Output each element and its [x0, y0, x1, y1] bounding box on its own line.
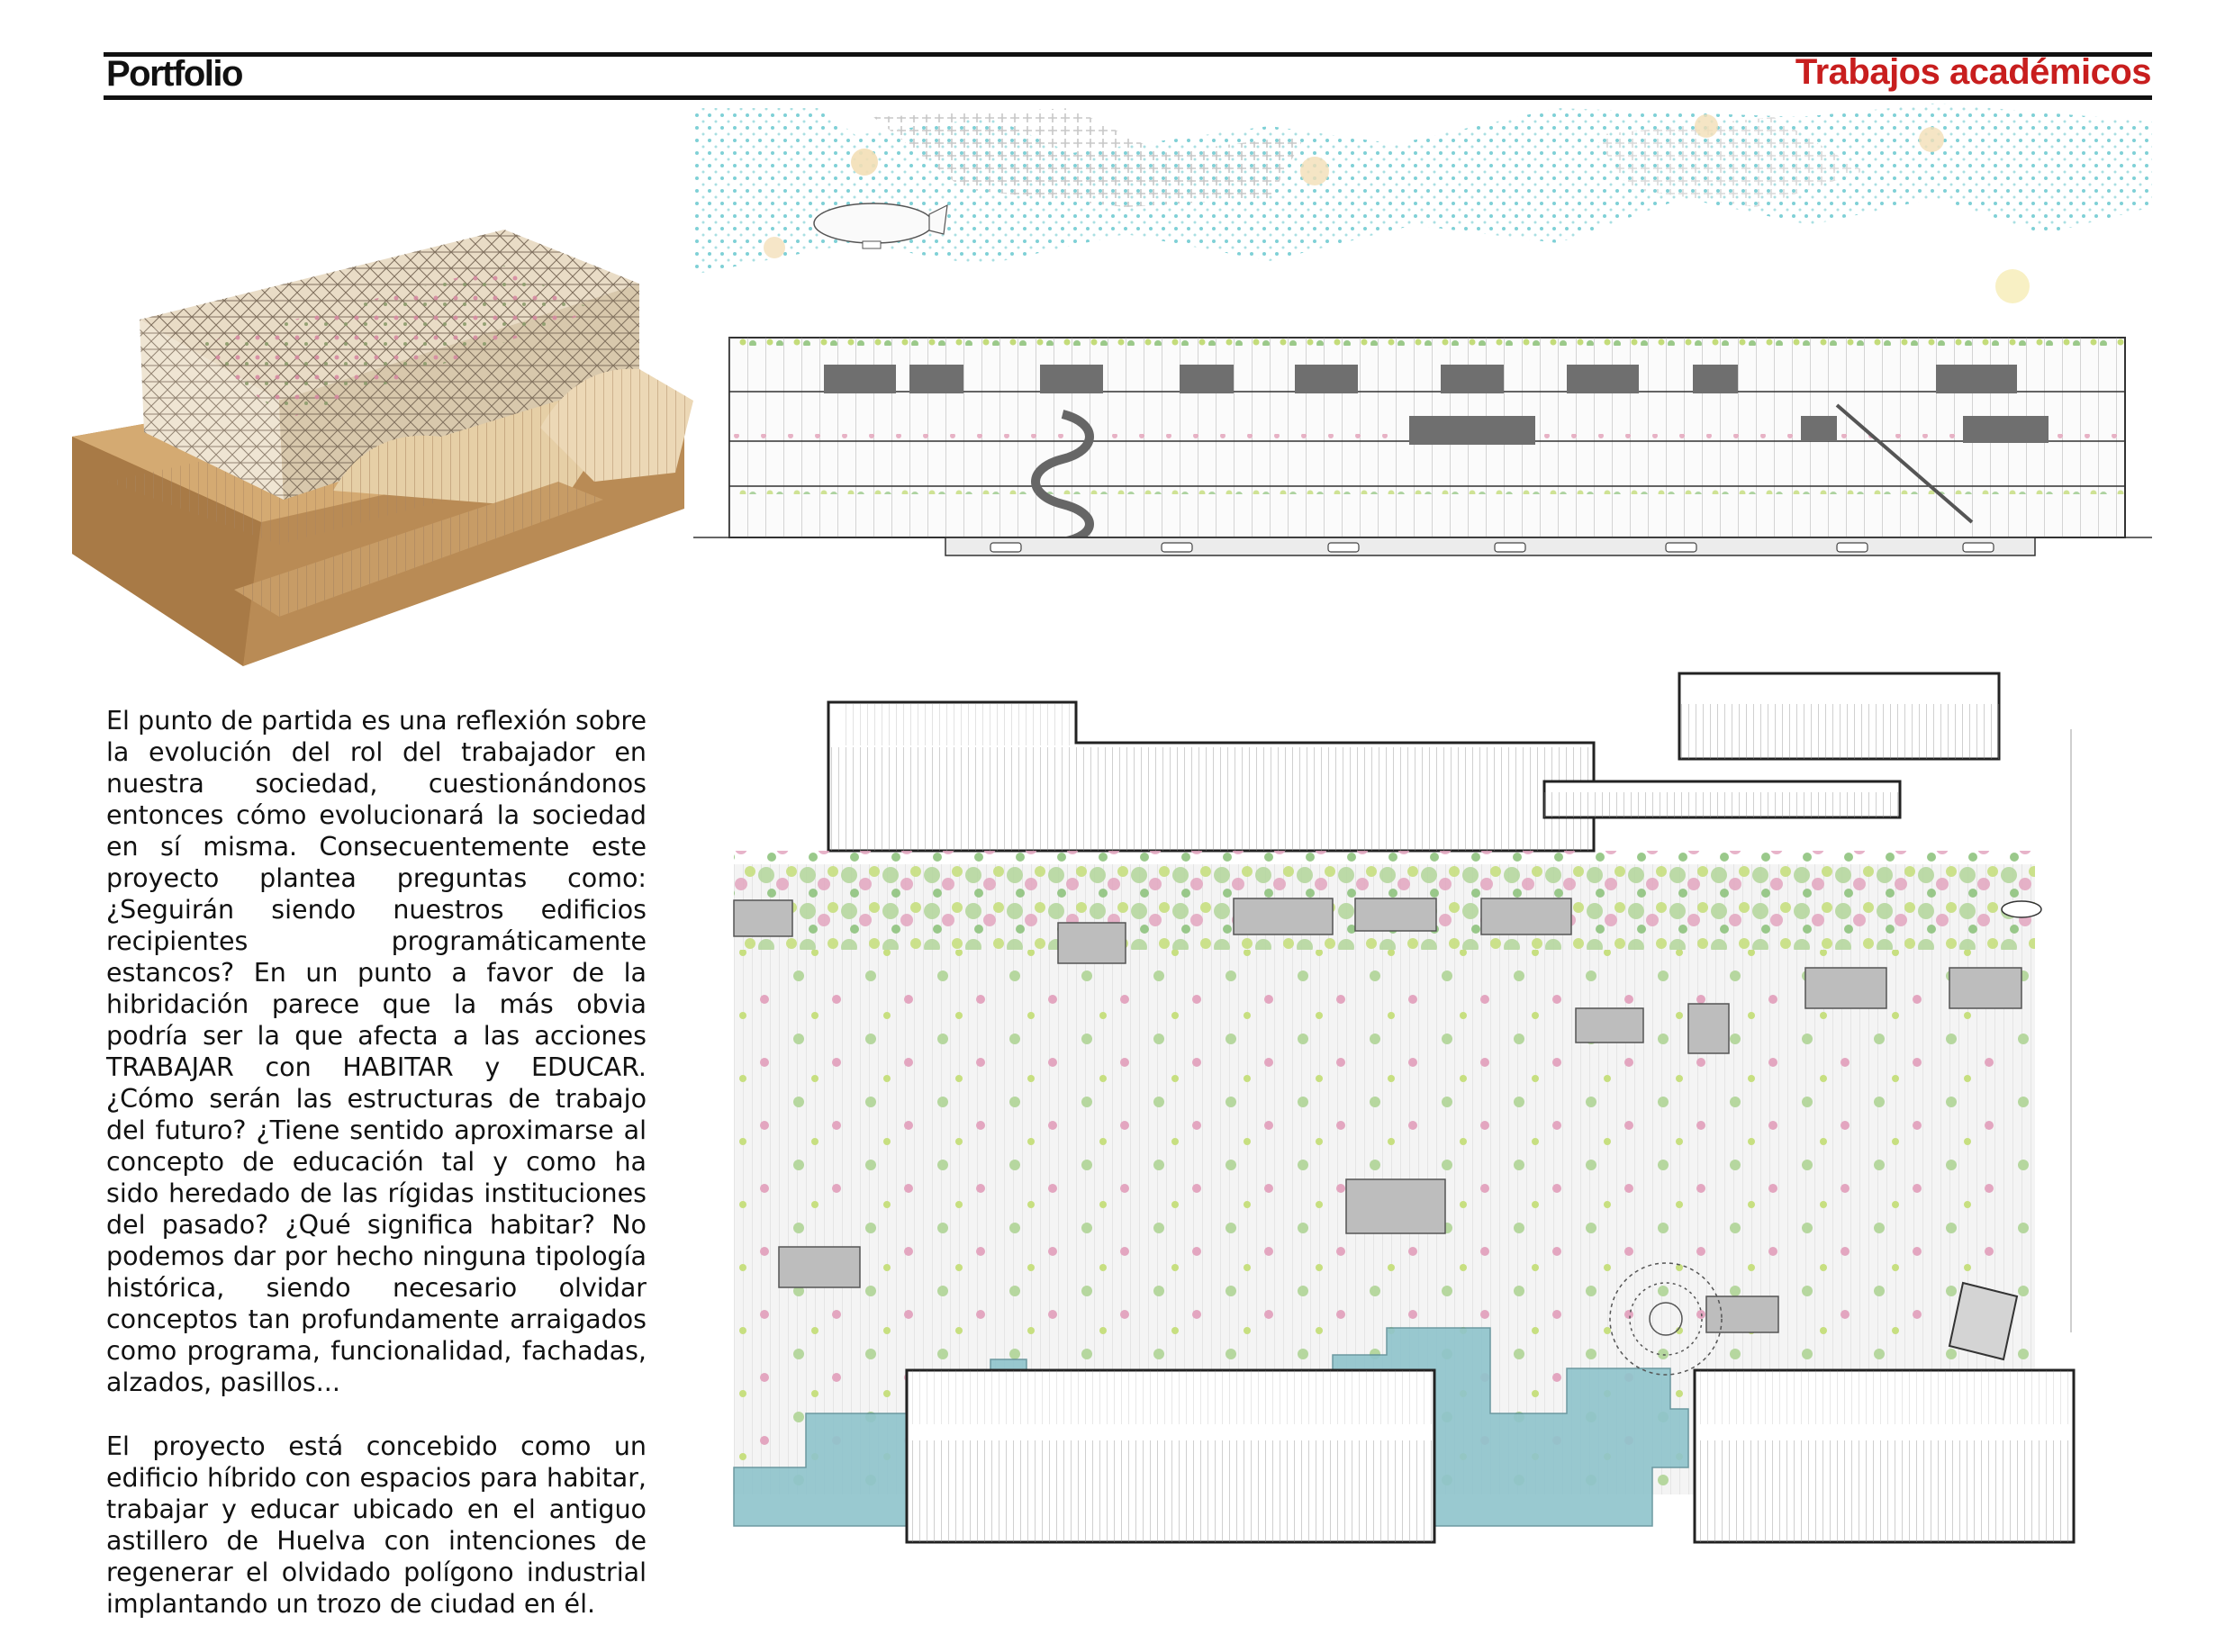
lower-warehouse-left: [905, 1368, 1436, 1544]
project-description: [106, 705, 647, 1652]
description-paragraph-2: El proyecto está concebido como un edificio híbrido con espacios para habitar, trabajar y educar ubicado en el antiguo astillero de Huelva con intenciones de regenerar el olvidado polígono industrial implantando un trozo de ciudad en él.: [106, 1431, 647, 1619]
portfolio-title: Portfolio: [106, 54, 242, 94]
lower-warehouse-right: [1693, 1368, 2076, 1544]
section-title: Trabajos académicos: [1795, 52, 2151, 92]
description-paragraph-1: El punto de partida es una reflexión sobre la evolución del rol del trabajador en nuestra sociedad, cuestionándonos entonces cómo evolucionará la sociedad en sí misma. Consecuentemente este proyecto plantea preguntas como: ¿Seguirán siendo nuestros edificios recipientes programáticamente estancos? En un punto a favor de la hibridación parece que la más obvia podría ser la que afecta a las acciones TRABAJAR con HABITAR y EDUCAR. ¿Cómo serán las estructuras de trabajo del futuro? ¿Tiene sentido aproximarse al concepto de educación tal y como ha sido heredado de las rígidas instituciones del pasado? ¿Qué significa habitar? No podemos dar por hecho ninguna tipología histórica, siendo necesario olvidar conceptos tan profundamente arraigados como programa, funcionalidad, fachadas, alzados, pasillos...: [106, 706, 647, 1397]
building-elevation-drawing: [693, 99, 2152, 558]
architectural-model-photo: [54, 212, 702, 666]
